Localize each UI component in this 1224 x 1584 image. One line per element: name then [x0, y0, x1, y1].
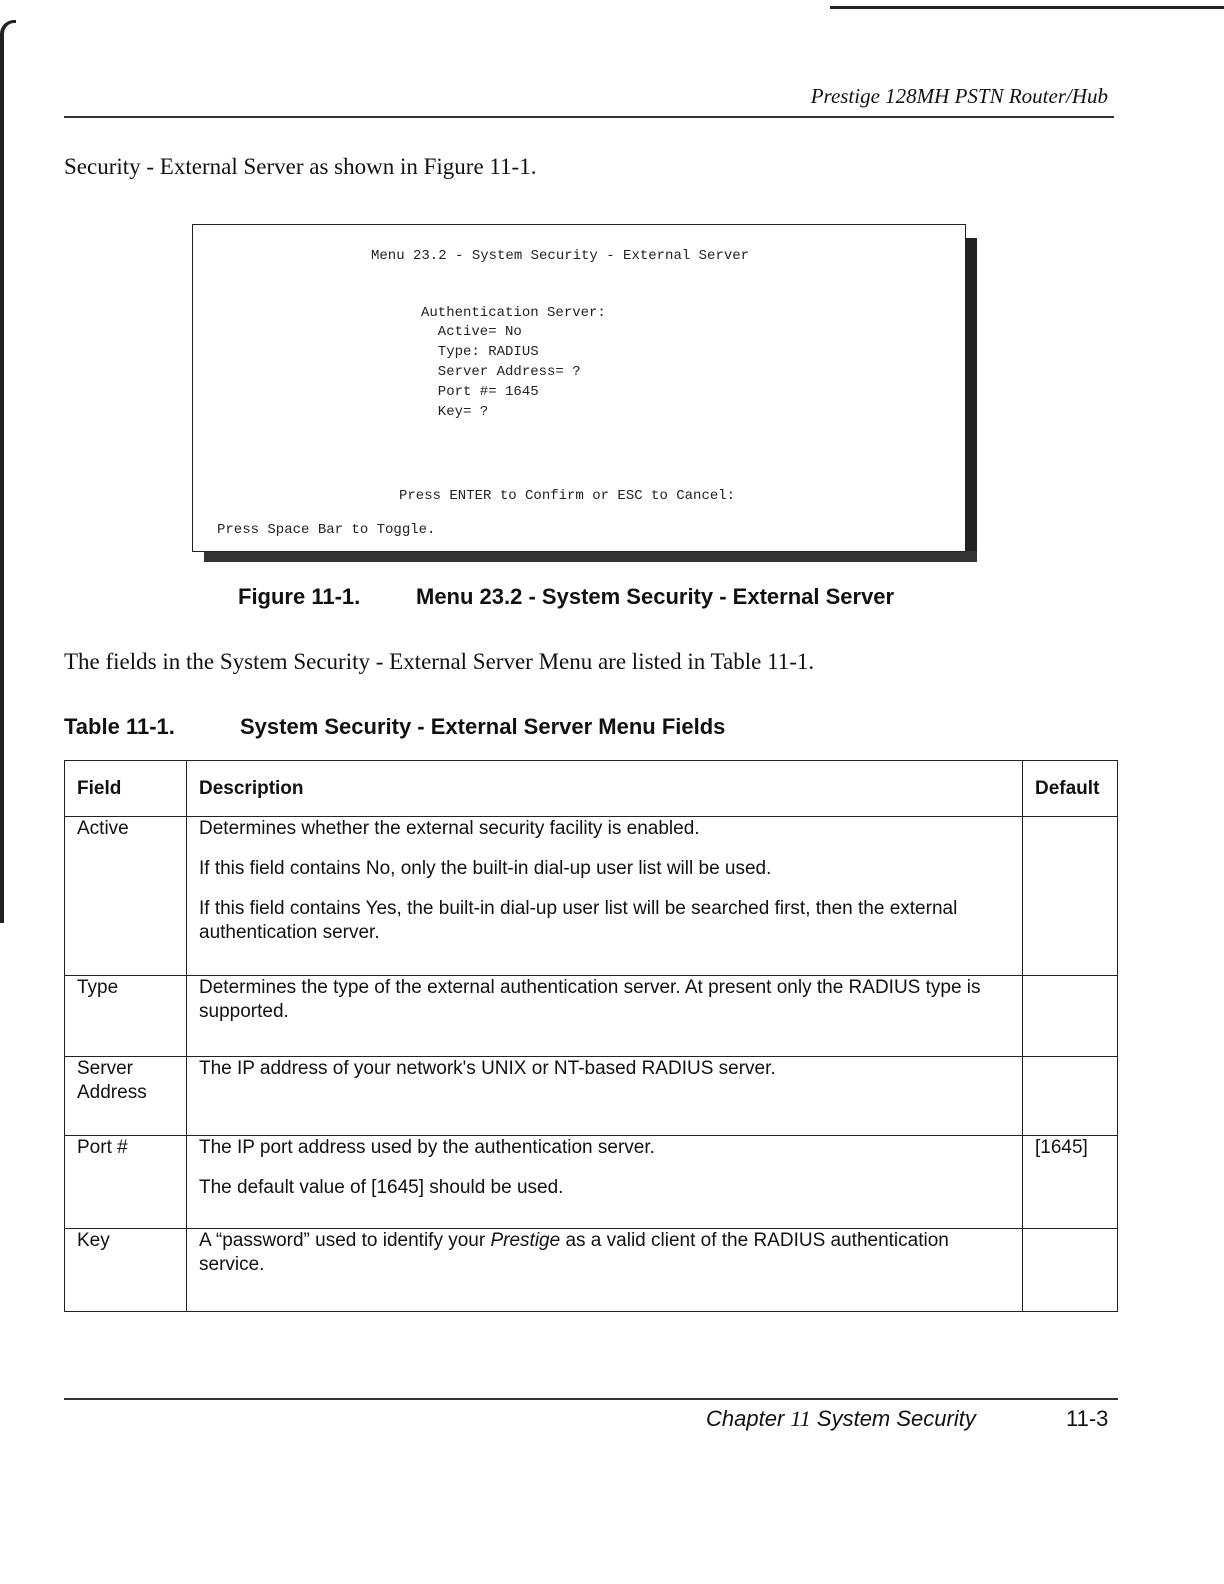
table-header-row [65, 761, 1118, 817]
figure-caption [238, 584, 894, 610]
cell-default [1023, 976, 1118, 1057]
header-field: Field [65, 761, 187, 817]
cell-description [187, 1229, 1023, 1312]
terminal-line: Key= ? [421, 404, 489, 420]
cell-default: [1645] [1023, 1136, 1118, 1229]
cell-field: Key [65, 1229, 187, 1312]
terminal-line: Active= No [421, 324, 522, 340]
terminal-prompt: Press ENTER to Confirm or ESC to Cancel: [399, 488, 736, 504]
desc-line: Determines whether the external security facility is enabled. [199, 818, 700, 839]
desc-text: A “password” used to identify your [199, 1230, 491, 1251]
table-row [65, 1136, 1118, 1229]
desc-line: The default value of [1645] should be used. [199, 1177, 564, 1198]
page-number: 11-3 [1066, 1406, 1109, 1431]
cell-field: Server Address [65, 1057, 187, 1136]
body-paragraph: The fields in the System Security - External Server Menu are listed in Table 11-1. [64, 649, 815, 674]
terminal-menu-title: Menu 23.2 - System Security - External Server [371, 248, 750, 264]
desc-line: The IP address of your network's UNIX or NT-based RADIUS server. [199, 1058, 776, 1079]
footer-chapter [706, 1406, 976, 1432]
scan-edge-mark [0, 20, 16, 923]
table-title: System Security - External Server Menu Fields [240, 714, 726, 739]
footer-rule [64, 1398, 1118, 1400]
table-label: Table 11-1. [64, 714, 175, 739]
desc-line [199, 1229, 1010, 1277]
desc-emphasis: Prestige [490, 1230, 561, 1251]
terminal-shadow-bottom [204, 551, 977, 562]
cell-field: Port # [65, 1136, 187, 1229]
table-row [65, 817, 1118, 976]
terminal-line: Authentication Server: [421, 305, 606, 321]
table-row [65, 976, 1118, 1057]
desc-line: If this field contains No, only the built-in dial-up user list will be used. [199, 858, 772, 879]
figure-title: Menu 23.2 - System Security - External Server [416, 584, 895, 609]
running-header: Prestige 128MH PSTN Router/Hub [810, 84, 1108, 108]
footer-chapter-prefix: Chapter [706, 1406, 785, 1431]
table-row [65, 1229, 1118, 1312]
cell-field: Active [65, 817, 187, 976]
cell-description [187, 976, 1023, 1057]
terminal-line: Server Address= ? [421, 364, 581, 380]
desc-line: Determines the type of the external authentication server. At present only the RADIUS type is supported. [199, 977, 981, 1022]
cell-field: Type [65, 976, 187, 1057]
cell-default [1023, 1229, 1118, 1312]
header-default: Default [1023, 761, 1118, 817]
desc-line: If this field contains Yes, the built-in dial-up user list will be searched first, then the external authentication server. [199, 898, 958, 943]
intro-text: Security - External Server as shown in Figure 11-1. [64, 154, 537, 179]
table-row [65, 1057, 1118, 1136]
top-scan-rule [830, 6, 1224, 9]
cell-description [187, 1136, 1023, 1229]
footer-chapter-number: 11 [790, 1406, 811, 1431]
desc-line: The IP port address used by the authentication server. [199, 1137, 655, 1158]
cell-default [1023, 817, 1118, 976]
terminal-screen [192, 224, 966, 552]
cell-description [187, 1057, 1023, 1136]
header-rule [64, 116, 1114, 118]
header-description: Description [187, 761, 1023, 817]
desc-text: as a valid client of the RADIUS authentication service. [199, 1230, 949, 1275]
terminal-line: Port #= 1645 [421, 384, 539, 400]
terminal-shadow-right [965, 238, 977, 562]
terminal-hint: Press Space Bar to Toggle. [217, 522, 436, 538]
terminal-line: Type: RADIUS [421, 344, 539, 360]
cell-description [187, 817, 1023, 976]
fields-table [64, 760, 1118, 1312]
cell-default [1023, 1057, 1118, 1136]
figure-label: Figure 11-1. [238, 584, 361, 609]
table-caption [64, 714, 725, 740]
footer-chapter-title: System Security [816, 1406, 976, 1431]
